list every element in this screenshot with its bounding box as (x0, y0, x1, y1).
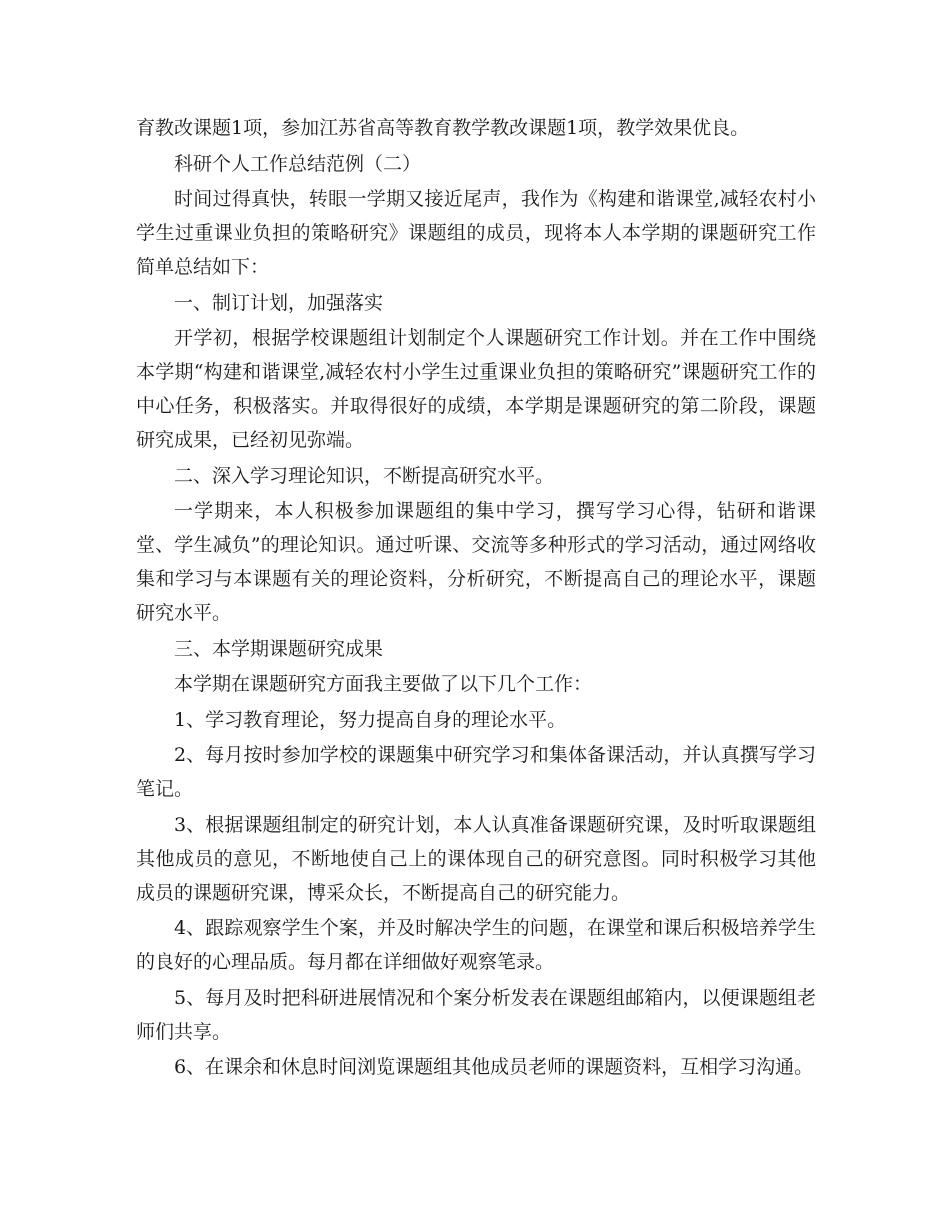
list-item-4: 4、跟踪观察学生个案，并及时解决学生的问题，在课堂和课后积极培养学生的良好的心理品质。每月都在详细做好观察笔录。 (136, 917, 816, 973)
heading-theory: 二、深入学习理论知识，不断提高研究水平。 (174, 464, 555, 487)
section-title: 科研个人工作总结范例（二） (174, 152, 422, 175)
paragraph-continuation: 育教改课题1项，参加江苏省高等教育教学教改课题1项，教学效果优良。 (136, 117, 750, 139)
heading-plan: 一、制订计划，加强落实 (174, 291, 384, 314)
document-body (136, 111, 816, 1086)
paragraph-plan: 开学初，根据学校课题组计划制定个人课题研究工作计划。并在工作中围绕本学期“构建和谐课堂,减轻农村小学生过重课业负担的策略研究”课题研究工作的中心任务，积极落实。并取得很好的成绩，本学期是课题研究的第二阶段，课题研究成果，已经初见弥端。 (136, 327, 816, 451)
list-item-6: 6、在课余和休息时间浏览课题组其他成员老师的课题资料，互相学习沟通。 (174, 1056, 814, 1078)
list-item-2: 2、每月按时参加学校的课题集中研究学习和集体备课活动，并认真撰写学习笔记。 (136, 744, 816, 800)
list-item-3: 3、根据课题组制定的研究计划，本人认真准备课题研究课，及时听取课题组其他成员的意见，不断地使自己上的课体现自己的研究意图。同时积极学习其他成员的课题研究课，博采众长，不断提高自己的研究能力。 (136, 813, 816, 904)
paragraph-results-intro: 本学期在课题研究方面我主要做了以下几个工作： (174, 673, 593, 695)
list-item-5: 5、每月及时把科研进展情况和个案分析发表在课题组邮箱内，以便课题组老师们共享。 (136, 986, 816, 1043)
heading-results: 三、本学期课题研究成果 (174, 637, 384, 660)
list-item-1: 1、学习教育理论，努力提高自身的理论水平。 (174, 708, 567, 731)
paragraph-theory: 一学期来，本人积极参加课题组的集中学习，撰写学习心得，钻研和谐课堂、学生减负”的理论知识。通过听课、交流等多种形式的学习活动，通过网络收集和学习与本课题有关的理论资料，分析研究，不断提高自己的理论水平，课题研究水平。 (136, 500, 816, 624)
paragraph-intro: 时间过得真快，转眼一学期又接近尾声，我作为《构建和谐课堂,减轻农村小学生过重课业负担的策略研究》课题组的成员，现将本人本学期的课题研究工作简单总结如下： (136, 188, 816, 278)
